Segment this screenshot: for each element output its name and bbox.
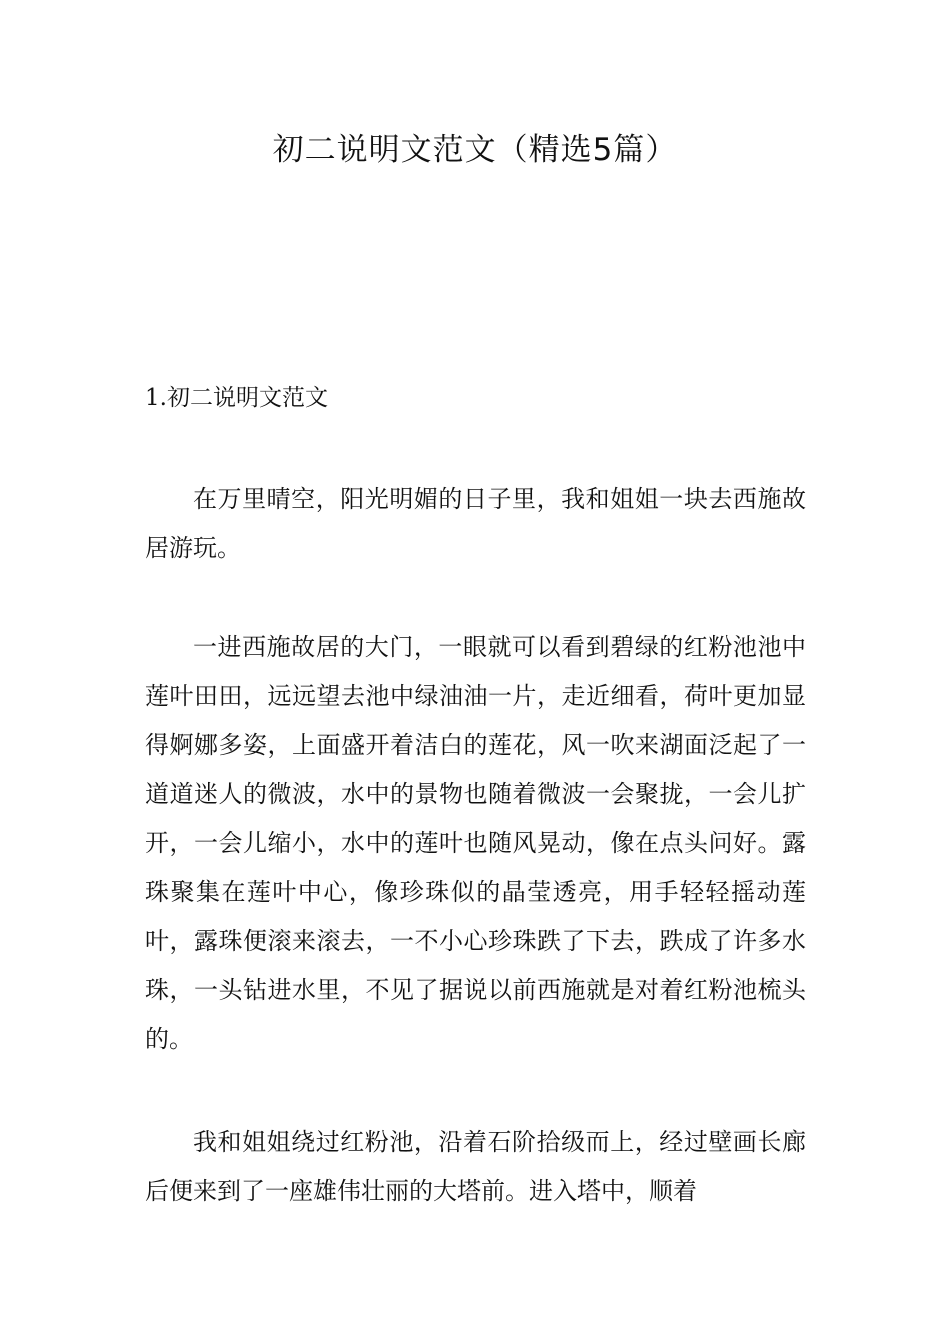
section-heading: 1.初二说明文范文 — [145, 385, 328, 411]
document-title: 初二说明文范文（精选5篇） — [272, 132, 678, 168]
paragraph-2: 一进西施故居的大门，一眼就可以看到碧绿的红粉池池中莲叶田田，远远望去池中绿油油一片，走近细看，荷叶更加显得婀娜多姿，上面盛开着洁白的莲花，风一吹来湖面泛起了一道道迷人的微波，水中的景物也随着微波一会聚拢，一会儿扩开，一会儿缩小，水中的莲叶也随风晃动，像在点头问好。露珠聚集在莲叶中心，像珍珠似的晶莹透亮，用手轻轻摇动莲叶，露珠便滚来滚去，一不小心珍珠跌了下去，跌成了许多水珠，一头钻进水里，不见了据说以前西施就是对着红粉池梳头的。 — [145, 633, 806, 1053]
paragraph-1: 在万里晴空，阳光明媚的日子里，我和姐姐一块去西施故居游玩。 — [145, 485, 806, 562]
paragraph-3: 我和姐姐绕过红粉池，沿着石阶拾级而上，经过壁画长廊后便来到了一座雄伟壮丽的大塔前。进入塔中，顺着 — [145, 1128, 806, 1205]
